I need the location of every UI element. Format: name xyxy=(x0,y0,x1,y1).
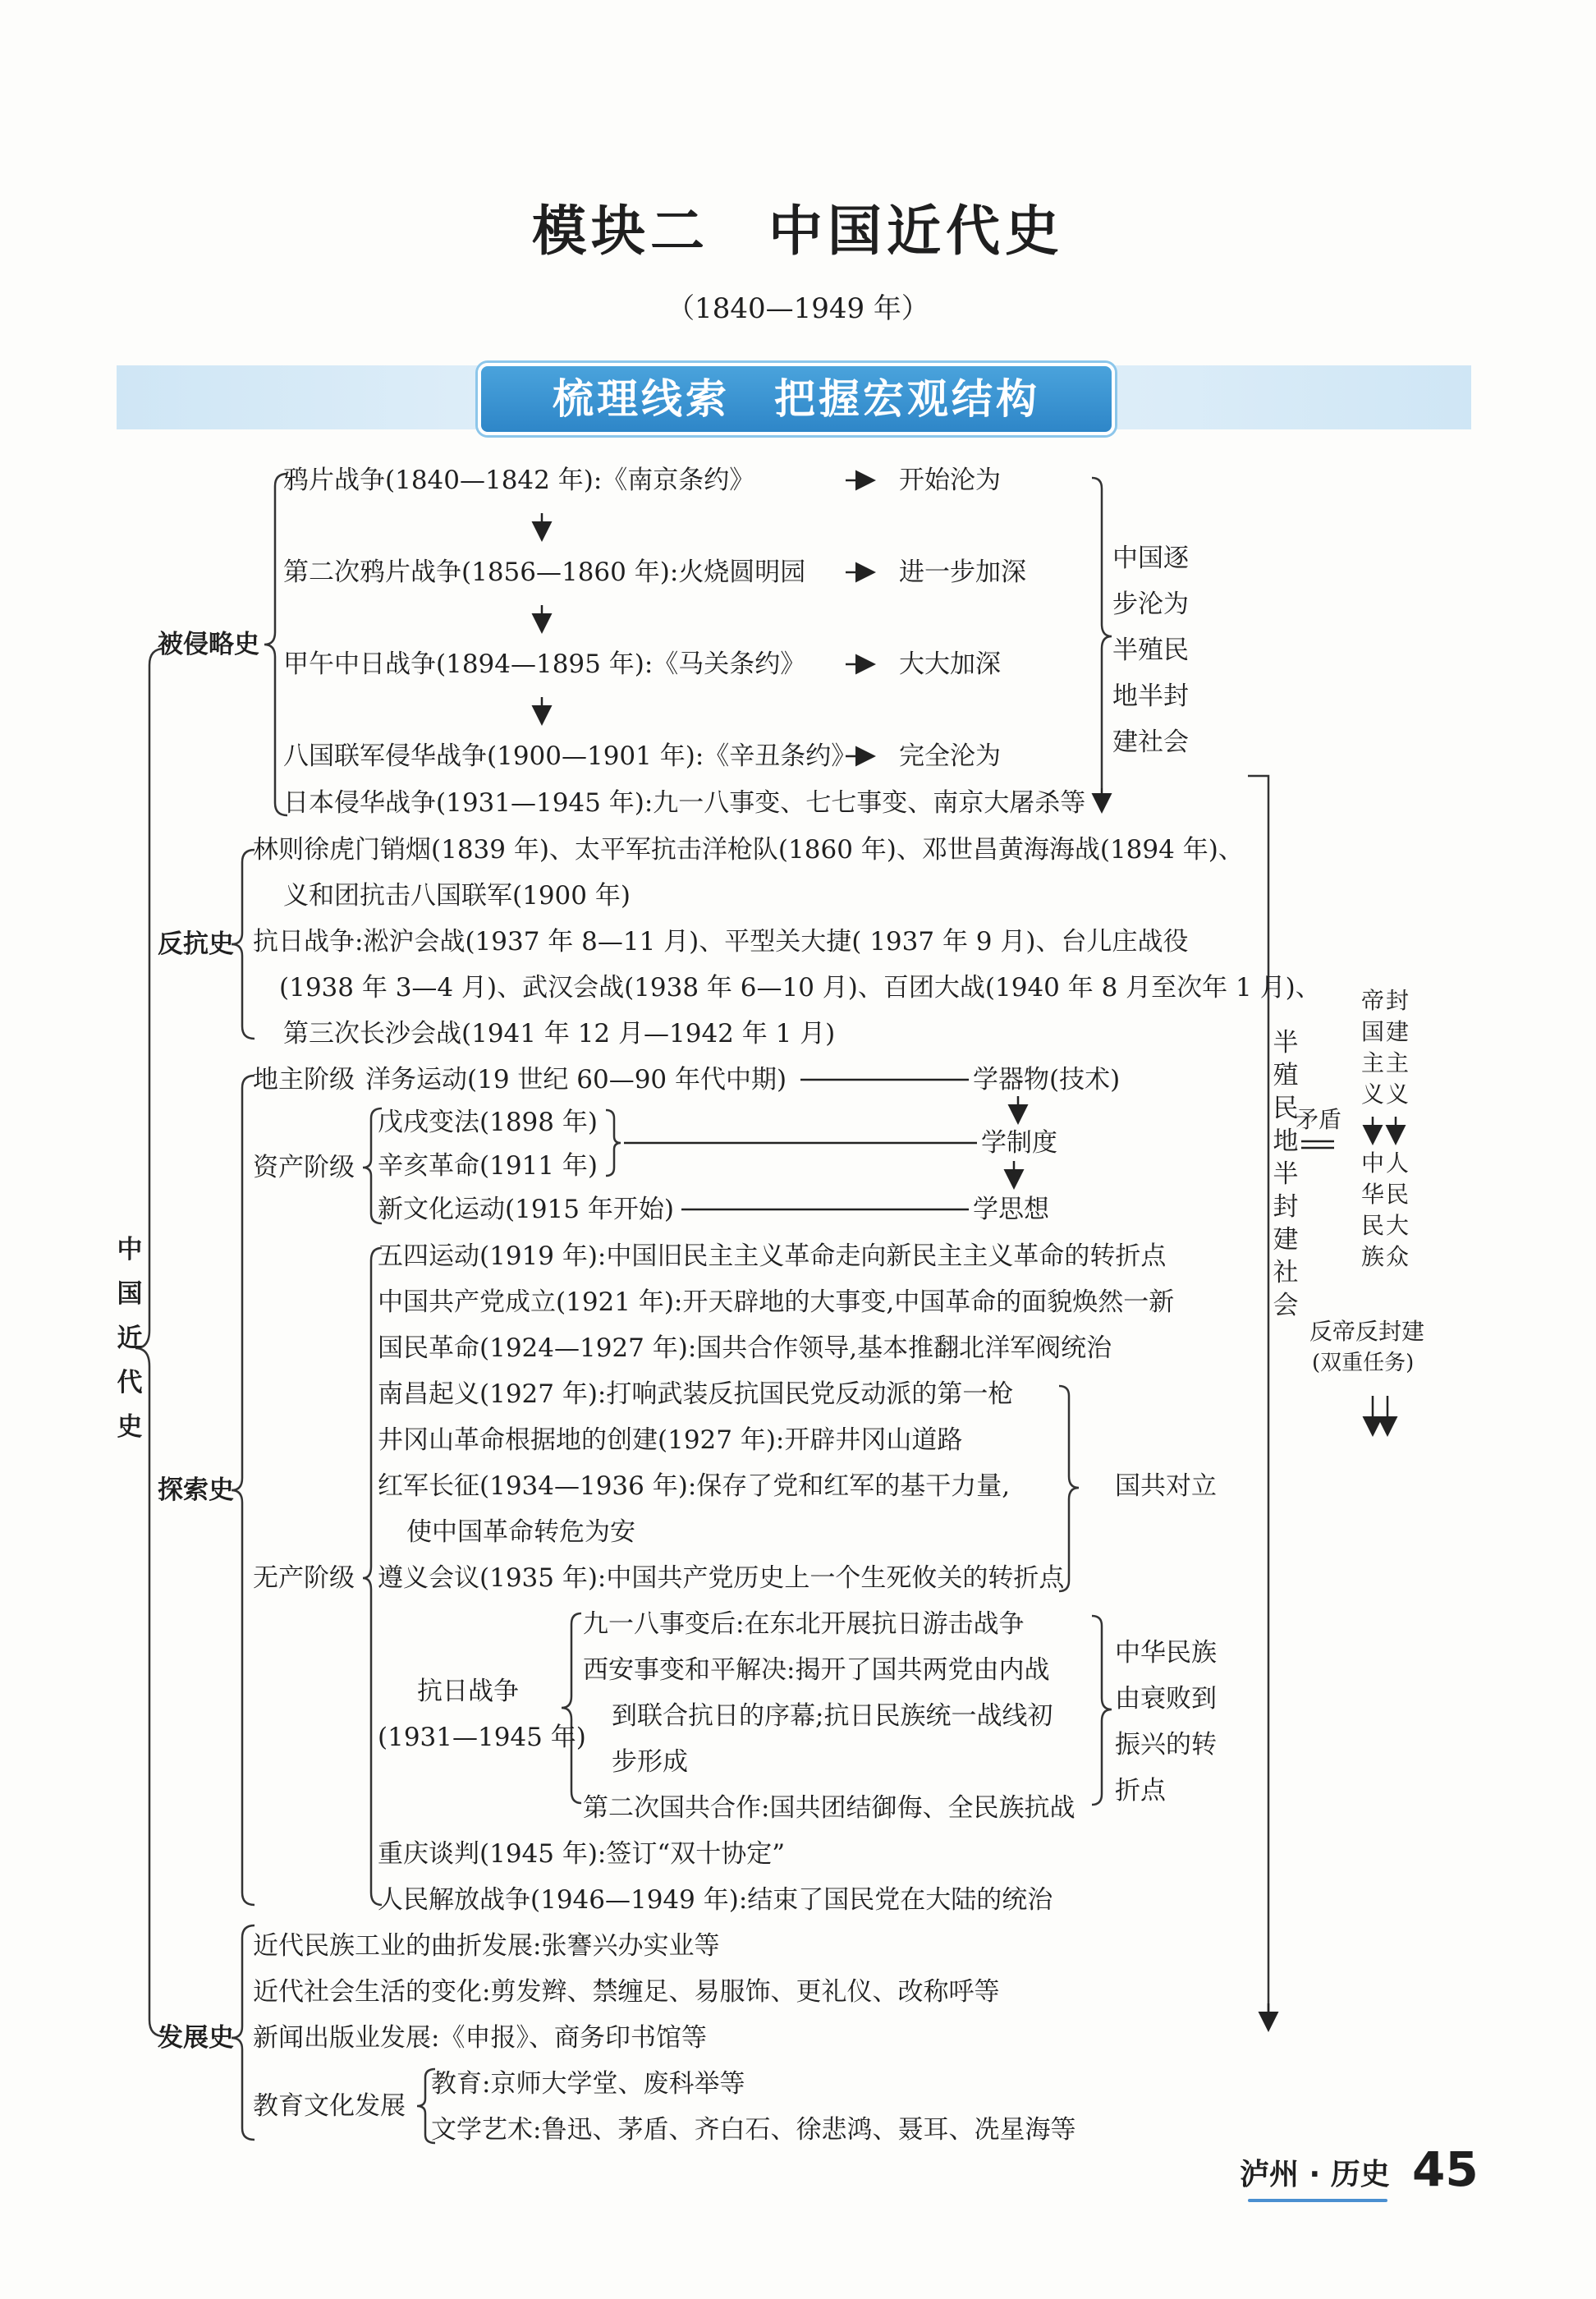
conclusion-line: 步沦为 xyxy=(1112,590,1189,619)
conclusion-line: 半殖民 xyxy=(1112,636,1189,665)
conclusion-line: 地半封 xyxy=(1112,681,1189,711)
page-title: 模块二 中国近代史 xyxy=(532,200,1064,263)
footer-rule xyxy=(1248,2199,1387,2202)
root-char: 代 xyxy=(117,1368,143,1397)
proletariat-item: 中国共产党成立(1921 年):开天辟地的大事变,中国革命的面貌焕然一新 xyxy=(378,1287,1175,1317)
col-char: 主 xyxy=(1385,1049,1409,1076)
invasion-label: 被侵略史 xyxy=(158,630,259,659)
col-char: 民 xyxy=(1360,1212,1384,1239)
landlord-item: 洋务运动(19 世纪 60—90 年代中期) xyxy=(365,1065,787,1094)
contradiction-word: 矛盾 xyxy=(1296,1106,1342,1133)
invasion-conclusion xyxy=(1112,535,1189,765)
people-col xyxy=(1381,1148,1414,1273)
bourgeois-item: 辛亥革命(1911 年) xyxy=(378,1151,598,1181)
col-char: 义 xyxy=(1385,1081,1409,1108)
resistance-label: 反抗史 xyxy=(158,929,234,959)
after-war-item: 重庆谈判(1945 年):签订“双十协定” xyxy=(378,1839,786,1869)
society-char: 民 xyxy=(1273,1094,1299,1123)
section-banner: 梳理线索 把握宏观结构 xyxy=(478,363,1115,435)
col-char: 民 xyxy=(1385,1181,1409,1208)
root-char: 中 xyxy=(117,1235,143,1264)
col-char: 族 xyxy=(1360,1243,1384,1270)
root-char: 近 xyxy=(117,1324,143,1353)
proletariat-class: 无产阶级 xyxy=(253,1563,355,1593)
col-char: 帝 xyxy=(1360,987,1384,1014)
invasion-item: 甲午中日战争(1894—1895 年):《马关条约》 xyxy=(283,649,806,679)
proletariat-item: 五四运动(1919 年):中国旧民主主义革命走向新民主主义革命的转折点 xyxy=(378,1241,1167,1271)
war-item: 到联合抗日的序幕;抗日民族统一战线初 xyxy=(612,1701,1053,1731)
col-char: 华 xyxy=(1360,1181,1384,1208)
feudalism-col xyxy=(1381,985,1414,1110)
col-char: 建 xyxy=(1385,1018,1409,1045)
conclusion-line: 建社会 xyxy=(1112,727,1189,757)
invasion-result: 进一步加深 xyxy=(899,558,1026,587)
col-char: 大 xyxy=(1385,1212,1409,1239)
society-char: 封 xyxy=(1273,1192,1299,1222)
war-item: 西安事变和平解决:揭开了国共两党由内战 xyxy=(583,1655,1050,1685)
development-label: 发展史 xyxy=(158,2023,234,2053)
bourgeois-item: 戊戌变法(1898 年) xyxy=(378,1108,598,1137)
period-subtitle: （1840—1949 年） xyxy=(667,292,929,325)
invasion-item: 鸦片战争(1840—1842 年):《南京条约》 xyxy=(283,466,755,495)
war-result-line: 由衰败到 xyxy=(1115,1684,1217,1714)
invasion-item: 日本侵华战争(1931—1945 年):九一八事变、七七事变、南京大屠杀等 xyxy=(283,788,1086,818)
resistance-line: 义和团抗击八国联军(1900 年) xyxy=(283,881,631,911)
col-char: 主 xyxy=(1360,1049,1384,1076)
resistance-line: 第三次长沙会战(1941 年 12 月—1942 年 1 月) xyxy=(283,1019,836,1049)
root-char: 国 xyxy=(117,1279,143,1309)
society-char: 殖 xyxy=(1273,1061,1299,1090)
col-char: 人 xyxy=(1385,1150,1409,1177)
resistance-line: 抗日战争:淞沪会战(1937 年 8—11 月)、平型关大捷( 1937 年 9 月)、台儿庄战役 xyxy=(253,927,1189,957)
col-char: 国 xyxy=(1360,1018,1384,1045)
war-result-line: 折点 xyxy=(1115,1776,1166,1806)
war-years: (1931—1945 年) xyxy=(378,1723,586,1752)
society-char: 地 xyxy=(1273,1127,1299,1156)
bourgeois-result: 学制度 xyxy=(981,1128,1057,1158)
society-char: 社 xyxy=(1273,1258,1299,1287)
invasion-result: 完全沦为 xyxy=(899,741,1001,771)
war-item: 九一八事变后:在东北开展抗日游击战争 xyxy=(583,1609,1025,1639)
root-label xyxy=(113,1228,146,1449)
landlord-result: 学器物(技术) xyxy=(973,1065,1121,1094)
society-char: 会 xyxy=(1273,1291,1299,1320)
war-label: 抗日战争 xyxy=(417,1677,519,1706)
war-result-line: 振兴的转 xyxy=(1115,1730,1217,1760)
invasion-result: 大大加深 xyxy=(899,649,1001,679)
education-label: 教育文化发展 xyxy=(253,2091,406,2121)
proletariat-item: 井冈山革命根据地的创建(1927 年):开辟井冈山道路 xyxy=(378,1425,963,1455)
resistance-line: (1938 年 3—4 月)、武汉会战(1938 年 6—10 月)、百团大战(1940 年 8 月至次年 1 月)、 xyxy=(279,973,1321,1003)
proletariat-item: 红军长征(1934—1936 年):保存了党和红军的基干力量, xyxy=(378,1471,1011,1501)
resistance-line: 林则徐虎门销烟(1839 年)、太平军抗击洋枪队(1860 年)、邓世昌黄海海战(1894 年)、 xyxy=(253,835,1244,865)
proletariat-item: 遵义会议(1935 年):中国共产党历史上一个生死攸关的转折点 xyxy=(378,1563,1065,1593)
after-war-item: 人民解放战争(1946—1949 年):结束了国民党在大陆的统治 xyxy=(378,1885,1053,1915)
page-number: 45 xyxy=(1412,2141,1479,2197)
bourgeois-class: 资产阶级 xyxy=(253,1153,355,1182)
col-char: 众 xyxy=(1385,1243,1409,1270)
kmt-ccp-opposition: 国共对立 xyxy=(1115,1471,1217,1501)
invasion-result: 开始沦为 xyxy=(899,466,1001,495)
root-char: 史 xyxy=(117,1412,143,1442)
col-char: 中 xyxy=(1360,1150,1384,1177)
conclusion-line: 中国逐 xyxy=(1112,544,1189,573)
bourgeois-item: 新文化运动(1915 年开始) xyxy=(378,1195,674,1224)
war-item: 步形成 xyxy=(612,1747,688,1777)
education-item: 文学艺术:鲁迅、茅盾、齐白石、徐悲鸿、聂耳、冼星海等 xyxy=(431,2115,1076,2145)
proletariat-item: 使中国革命转危为安 xyxy=(406,1517,635,1547)
development-item: 近代社会生活的变化:剪发辫、禁缠足、易服饰、更礼仪、改称呼等 xyxy=(253,1977,1000,2007)
development-item: 新闻出版业发展:《申报》、商务印书馆等 xyxy=(253,2023,707,2053)
invasion-item: 第二次鸦片战争(1856—1860 年):火烧圆明园 xyxy=(283,558,806,587)
proletariat-item: 南昌起义(1927 年):打响武装反抗国民党反动派的第一枪 xyxy=(378,1379,1014,1409)
semi-colonial-society xyxy=(1269,1026,1302,1322)
war-item: 第二次国共合作:国共团结御侮、全民族抗战 xyxy=(583,1793,1075,1823)
war-result xyxy=(1115,1630,1217,1814)
dual-task: 反帝反封建 xyxy=(1309,1318,1425,1345)
society-char: 半 xyxy=(1273,1159,1299,1189)
col-char: 封 xyxy=(1385,987,1409,1014)
landlord-class: 地主阶级 xyxy=(253,1065,355,1094)
col-char: 义 xyxy=(1360,1081,1384,1108)
society-char: 建 xyxy=(1273,1225,1299,1255)
society-char: 半 xyxy=(1273,1028,1299,1058)
bourgeois-result: 学思想 xyxy=(973,1195,1049,1224)
footer-label: 泸州 · 历史 xyxy=(1240,2158,1390,2191)
development-item: 近代民族工业的曲折发展:张謇兴办实业等 xyxy=(253,1931,720,1961)
exploration-label: 探索史 xyxy=(158,1475,234,1505)
dual-task-note: (双重任务) xyxy=(1312,1351,1415,1375)
education-item: 教育:京师大学堂、废科举等 xyxy=(431,2069,745,2099)
proletariat-item: 国民革命(1924—1927 年):国共合作领导,基本推翻北洋军阀统治 xyxy=(378,1333,1112,1363)
invasion-item: 八国联军侵华战争(1900—1901 年):《辛丑条约》 xyxy=(283,741,857,771)
war-result-line: 中华民族 xyxy=(1115,1638,1217,1668)
